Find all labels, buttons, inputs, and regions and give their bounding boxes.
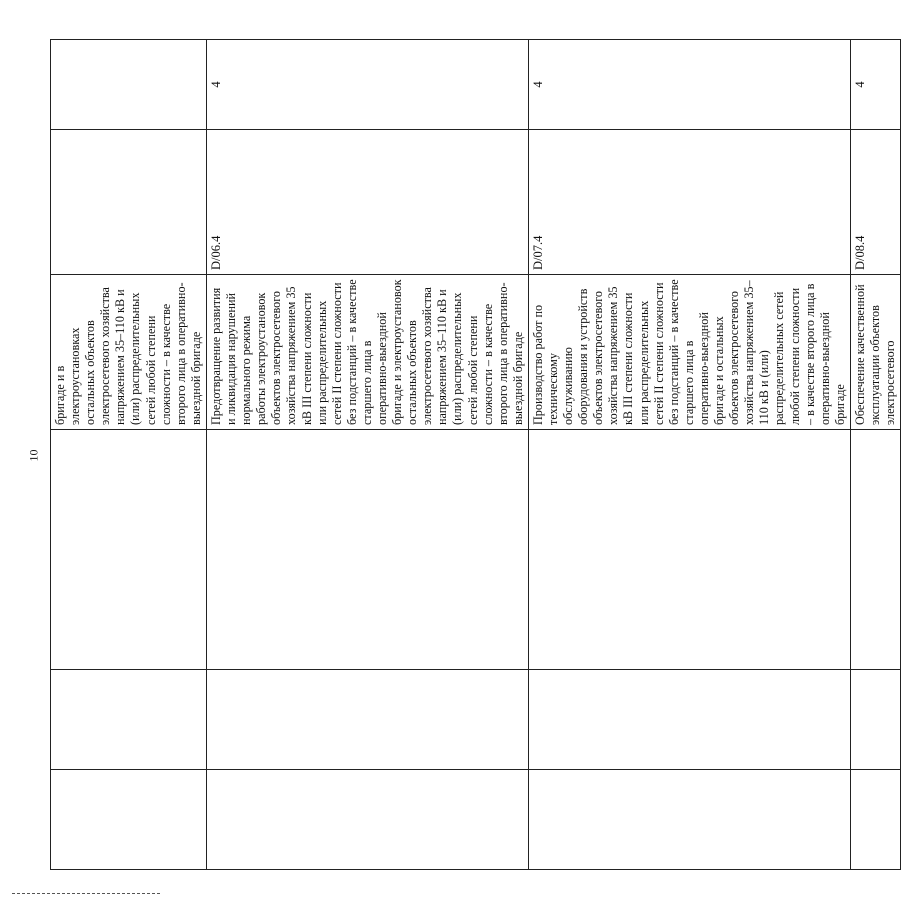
function-code: D/06.4 — [208, 235, 223, 270]
function-text-cell — [528, 275, 850, 430]
qualification-level: 4 — [208, 81, 223, 88]
empty-cell — [206, 770, 528, 870]
table-row — [206, 40, 528, 870]
function-code: D/07.4 — [530, 235, 545, 270]
empty-cell — [528, 670, 850, 770]
functions-table — [50, 39, 901, 870]
empty-cell — [850, 430, 900, 670]
function-text: бригаде и в электроустановках остальных объектов электросетевого хозяйства напряжением 35–110 кВ и (или) распределительных сетей любой степени сложности – в качестве второго лица в оперативно-выездной бригаде — [53, 282, 203, 425]
level-cell — [528, 40, 850, 130]
level-cell — [206, 40, 528, 130]
bottom-edge-line — [12, 893, 160, 894]
table-row — [528, 40, 850, 870]
level-cell — [850, 40, 900, 130]
qualification-level: 4 — [852, 81, 867, 88]
function-text: Производство работ по техническому обслуживанию оборудования и устройств объектов электросетевого хозяйства напряжением 35 кВ III степени сложности или распределительных сетей II степени сложности без подстанций – в качестве старшего лица в оперативно-выездной бригаде и остальных объектов электросетевого хозяйства напряжением 35–110 кВ и (или) распределительных сетей любой степени сложности – в качестве второго лица в оперативно-выездной бригаде — [530, 279, 847, 425]
function-code: D/08.4 — [852, 235, 867, 270]
page-number: 10 — [26, 449, 41, 462]
table-row — [51, 40, 207, 870]
empty-cell — [850, 670, 900, 770]
function-text-cell — [850, 275, 900, 430]
table-row — [850, 40, 900, 870]
function-text-cell — [51, 275, 207, 430]
empty-cell — [528, 770, 850, 870]
empty-cell — [51, 670, 207, 770]
empty-cell — [51, 430, 207, 670]
empty-cell — [51, 770, 207, 870]
empty-cell — [206, 430, 528, 670]
function-text-cell — [206, 275, 528, 430]
function-text: Предотвращение развития и ликвидация нарушений нормального режима работы электроустановок объектов электросетевого хозяйства напряжением 35 кВ III степени сложности или распределительных сетей II степени сложности без подстанций – в качестве старшего лица в оперативно-выездной бригаде и электроустановок остальных объектов электросетевого хозяйства напряжением 35–110 кВ и (или) распределительных сетей любой степени сложности – в качестве второго лица в оперативно-выездной бригаде — [208, 279, 525, 425]
function-text: Обеспечение качественной эксплуатации объектов электросетевого — [852, 284, 898, 425]
code-cell — [206, 130, 528, 275]
qualification-level: 4 — [530, 81, 545, 88]
code-cell — [850, 130, 900, 275]
level-cell — [51, 40, 207, 130]
code-cell — [51, 130, 207, 275]
empty-cell — [528, 430, 850, 670]
code-cell — [528, 130, 850, 275]
rotated-table-region — [50, 40, 898, 870]
empty-cell — [850, 770, 900, 870]
empty-cell — [206, 670, 528, 770]
